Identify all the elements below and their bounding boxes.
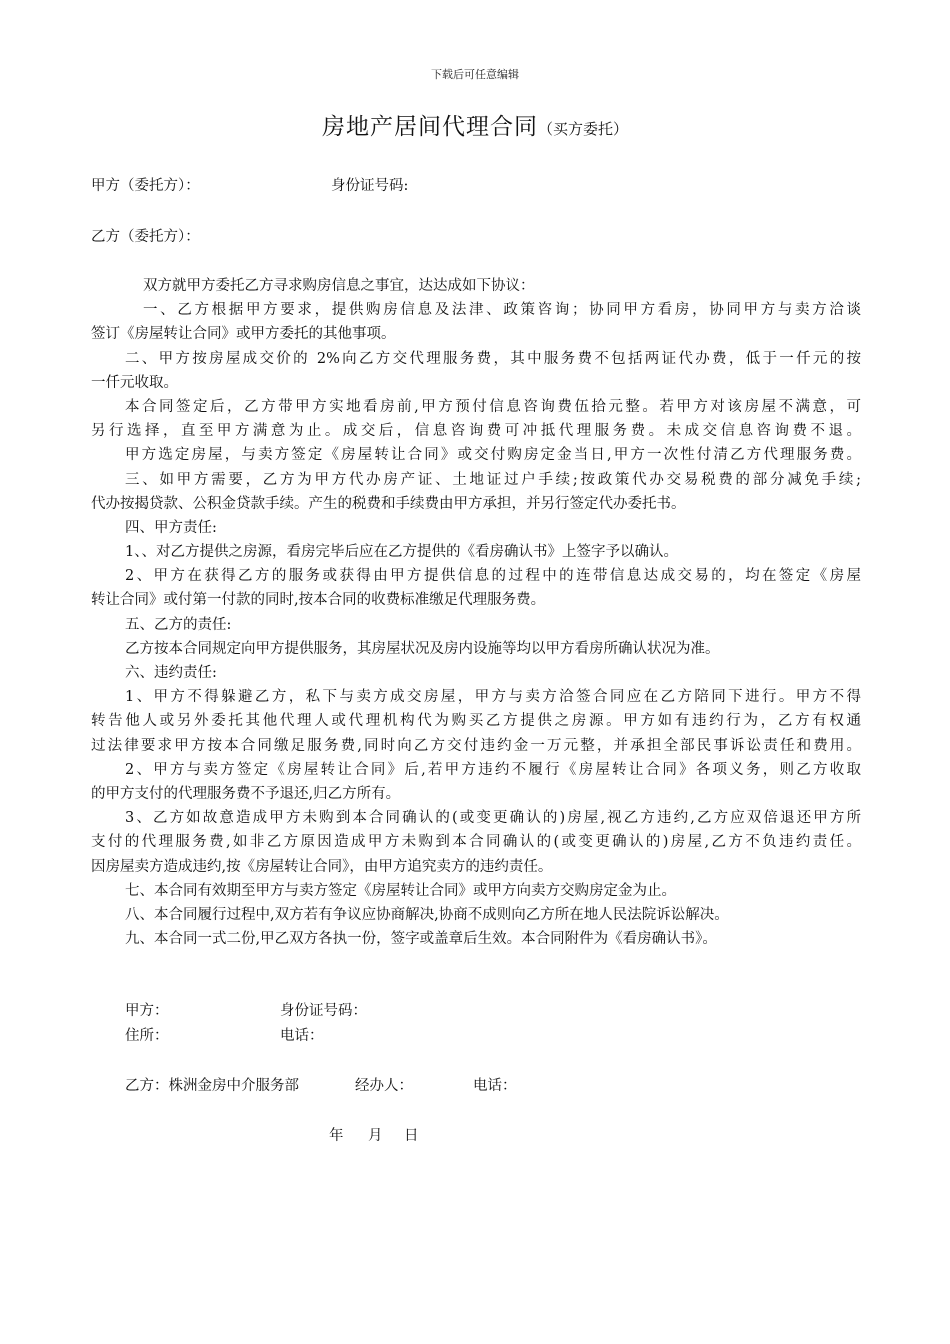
prepay-line-2: 另行选择，直至甲方满意为止。成交后，信息咨询费可冲抵代理服务费。未成交信息咨询费不退。	[91, 423, 861, 440]
sign-party-b-phone-label: 电话：	[473, 1078, 517, 1094]
clause-1-line-2: 签订《房屋转让合同》或甲方委托的其他事项。	[91, 326, 396, 343]
party-a-label: 甲方（委托方）：	[91, 178, 200, 194]
sign-party-b-agent-label: 经办人：	[355, 1078, 413, 1094]
clause-1-line-1: 一、乙方根据甲方要求，提供购房信息及法津、政策咨询；协同甲方看房，协同甲方与卖方洽谈	[143, 302, 861, 319]
clause-4-heading: 四、甲方责任:	[125, 519, 217, 536]
sign-party-a-phone-label: 电话：	[280, 1028, 324, 1044]
clause-6-item-3-line-2: 支付的代理服务费,如非乙方原因造成甲方未购到本合同确认的(或变更确认的)房屋,乙方不负违约责任。	[91, 834, 861, 851]
clause-6-item-1-line-3: 过法律要求甲方按本合同缴足服务费,同时向乙方交付违约金一万元整，并承担全部民事诉讼责任和费用。	[91, 737, 861, 754]
sign-party-b-label: 乙方：株洲金房中介服务部	[125, 1078, 299, 1094]
clause-3-line-2: 代办按揭贷款、公积金贷款手续。产生的税费和手续费由甲方承担，并另行签定代办委托书。	[91, 495, 686, 512]
clause-4-item-2-line-2: 转让合同》或付第一付款的同时,按本合同的收费标准缴足代理服务费。	[91, 592, 546, 609]
clause-6-item-1-line-2: 转告他人或另外委托其他代理人或代理机构代为购买乙方提供之房源。甲方如有违约行为，乙方有权通	[91, 713, 861, 730]
date-day-label: 日	[404, 1128, 419, 1144]
clause-2-line-1: 二、甲方按房屋成交价的 2%向乙方交代理服务费，其中服务费不包括两证代办费，低于一仟元的按	[125, 350, 861, 367]
date-month-label: 月	[368, 1128, 383, 1144]
clause-7-text: 七、本合同有效期至甲方与卖方签定《房屋转让合同》或甲方向卖方交购房定金为止。	[125, 882, 676, 899]
clause-3-line-1: 三、如甲方需要，乙方为甲方代办房产证、土地证过户手续;按政策代办交易税费的部分减免手续;	[125, 471, 861, 488]
clause-2-line-2: 一仟元收取。	[91, 374, 178, 391]
party-a-line	[91, 176, 409, 196]
title-main: 房地产居间代理合同	[321, 114, 538, 140]
header-note: 下载后可任意编辑	[431, 68, 519, 81]
clause-6-heading: 六、违约责任:	[125, 665, 217, 681]
title-subtitle: （买方委托）	[537, 120, 628, 138]
party-b-label: 乙方（委托方）：	[91, 229, 200, 245]
clause-5-text: 乙方按本合同规定向甲方提供服务，其房屋状况及房内设施等均以甲方看房所确认状况为准。	[125, 640, 720, 657]
clause-6-item-2-line-1: 2、甲方与卖方签定《房屋转让合同》后,若甲方违约不履行《房屋转让合同》各项义务，则乙方收取	[125, 761, 861, 778]
sign-party-a-id-label: 身份证号码：	[280, 1003, 367, 1019]
clause-4-item-2-line-1: 2、甲方在获得乙方的服务或获得由甲方提供信息的过程中的连带信息达成交易的，均在签定《房屋	[125, 568, 861, 585]
sign-party-a-label: 甲方：	[125, 1003, 169, 1019]
clause-6-item-1-line-1: 1、甲方不得躲避乙方，私下与卖方成交房屋，甲方与卖方洽签合同应在乙方陪同下进行。甲方不得	[125, 689, 861, 706]
party-a-id-label: 身份证号码:	[331, 178, 409, 194]
prepay-line-1: 本合同签定后，乙方带甲方实地看房前,甲方预付信息咨询费伍拾元整。若甲方对该房屋不满意，可	[125, 398, 861, 415]
clause-5-heading: 五、乙方的责任:	[125, 616, 232, 633]
party-b-line	[91, 227, 200, 247]
clause-8-text: 八、本合同履行过程中,双方若有争议应协商解决,协商不成则向乙方所在地人民法院诉讼解决。	[125, 906, 729, 923]
clause-6-item-2-line-2: 的甲方支付的代理服务费不予退还,归乙方所有。	[91, 785, 401, 802]
date-year-label: 年	[329, 1128, 344, 1144]
sign-party-a-address-label: 住所：	[125, 1028, 169, 1044]
clause-6-item-3-line-3: 因房屋卖方造成违约,按《房屋转让合同》，由甲方追究卖方的违约责任。	[91, 858, 553, 875]
contract-body	[91, 274, 861, 951]
clause-6-item-3-line-1: 3、乙方如故意造成甲方未购到本合同确认的(或变更确认的)房屋,视乙方违约,乙方应双倍退还甲方所	[125, 810, 861, 827]
intro-line: 双方就甲方委托乙方寻求购房信息之事宜，达达成如下协议：	[143, 278, 535, 294]
payment-line: 甲方选定房屋，与卖方签定《房屋转让合同》或交付购房定金当日,甲方一次性付清乙方代理服务费。	[125, 447, 861, 464]
clause-9-text: 九、本合同一式二份,甲乙双方各执一份，签字或盖章后生效。本合同附件为《看房确认书》。	[125, 931, 717, 948]
document-title	[0, 108, 950, 141]
clause-4-item-1: 1、、对乙方提供之房源，看房完毕后应在乙方提供的《看房确认书》上签字予以确认。	[125, 544, 678, 561]
